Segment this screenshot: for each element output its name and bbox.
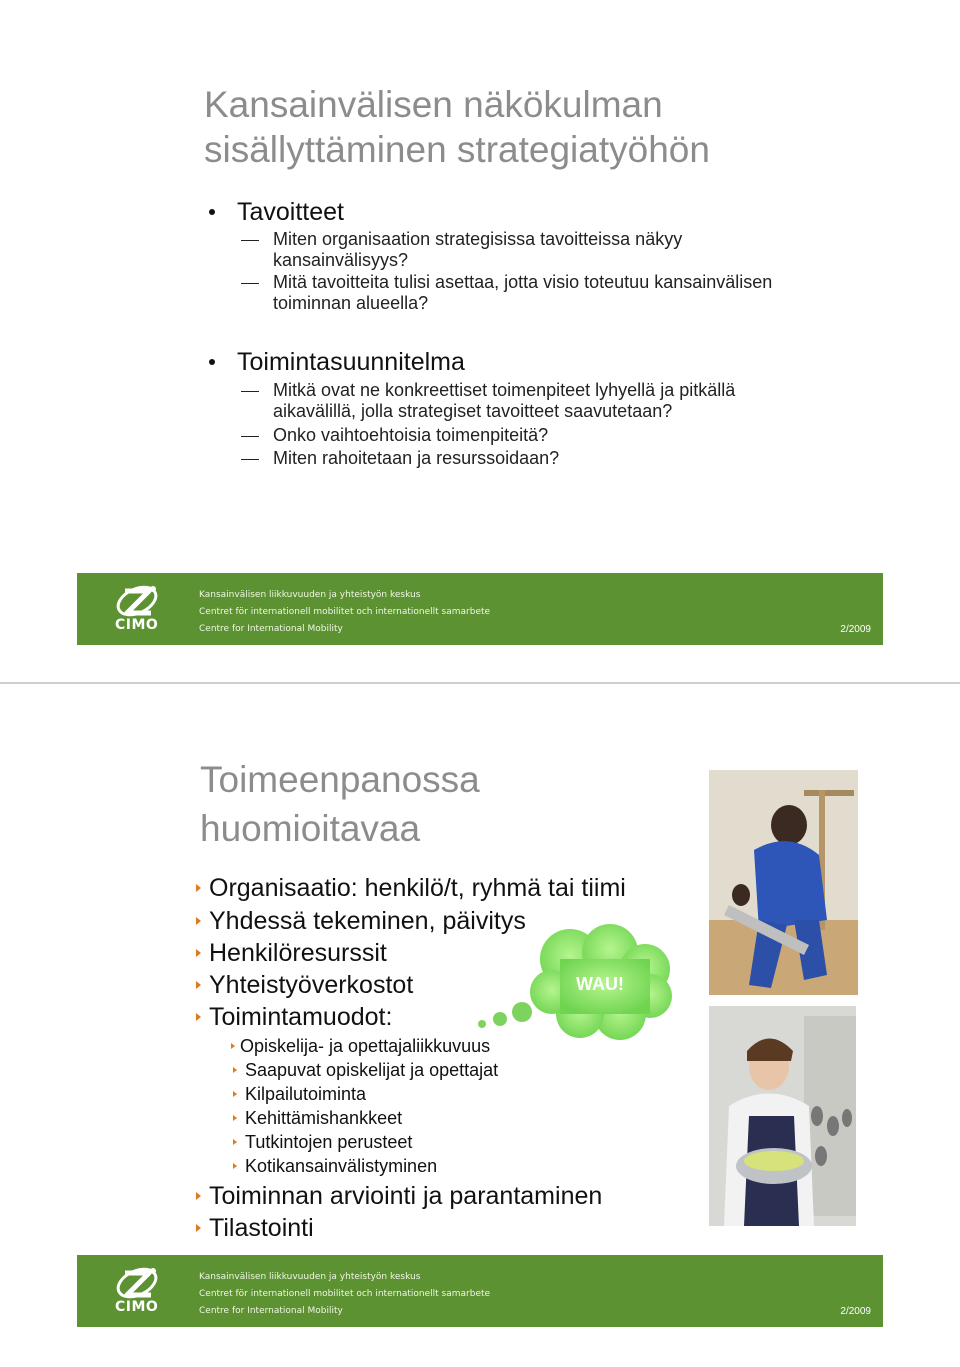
bullet-toimintasuunnitelma (237, 347, 465, 377)
bullet-dot-icon (209, 209, 215, 215)
sub-item-text: Mitkä ovat ne konkreettiset toimenpiteet lyhyellä ja pitkällä (273, 380, 736, 400)
bullet-triangle-icon (196, 917, 201, 925)
cimo-logo-text: CIMO (115, 1299, 159, 1315)
sub-item (273, 448, 559, 469)
footer-line: Centret för internationell mobilitet och internationellt samarbete (199, 607, 491, 617)
footer-line: Kansainvälisen liikkuvuuden ja yhteistyön keskus (199, 590, 421, 600)
bullet-triangle-icon (231, 1043, 235, 1049)
bullet-dot-icon (209, 359, 215, 365)
sub-list-item-text: Opiskelija- ja opettajaliikkuvuus (240, 1036, 491, 1056)
sub-item-text: Mitä tavoitteita tulisi asettaa, jotta visio toteutuu kansainvälisen (273, 272, 773, 292)
bullet-triangle-icon (196, 1192, 201, 1200)
list-item-text: Henkilöresurssit (209, 939, 387, 967)
slide-2-title (200, 756, 480, 854)
sub-list-item (245, 1083, 366, 1105)
slide-2 (0, 684, 960, 1367)
sub-list-item (245, 1107, 402, 1129)
bullet-triangle-icon (196, 981, 201, 989)
list-item-text: Toimintamuodot: (209, 1003, 393, 1031)
photo-cook-with-bowl (709, 1006, 856, 1226)
bullet-triangle-icon (233, 1115, 237, 1121)
list-item-text: Toiminnan arviointi ja parantaminen (209, 1182, 603, 1210)
bullet-triangle-icon (196, 949, 201, 957)
dash-icon (241, 391, 259, 392)
sub-list-item-text: Kilpailutoiminta (245, 1084, 367, 1104)
sub-item (273, 272, 772, 314)
list-item (209, 1213, 314, 1243)
dash-icon (241, 240, 259, 241)
sub-item-text: Onko vaihtoehtoisia toimenpiteitä? (273, 425, 549, 445)
footer-date: 2/2009 (840, 624, 871, 635)
slide-1-title-line-2: sisällyttäminen strategiatyöhön (204, 129, 710, 171)
slide-2-title-line-1: Toimeenpanossa (200, 759, 480, 800)
list-item (209, 938, 387, 968)
sub-list-item (240, 1035, 490, 1057)
list-item (209, 873, 626, 903)
cimo-footer (77, 573, 883, 645)
cook-photo-illustration (709, 1006, 856, 1226)
photo-worker-with-saw (709, 770, 858, 995)
sub-item-text: Miten organisaation strategisissa tavoitteissa näkyy (273, 229, 683, 249)
slide-1-title (204, 82, 710, 172)
sub-list-item-text: Kehittämishankkeet (245, 1108, 403, 1128)
list-item-text: Organisaatio: henkilö/t, ryhmä tai tiimi (209, 874, 626, 902)
bullet-label: Tavoitteet (237, 198, 345, 226)
slide-1 (0, 0, 960, 682)
cimo-logo-text: CIMO (115, 617, 159, 633)
sub-item (273, 380, 735, 422)
cimo-footer-lines (199, 1269, 490, 1320)
slide-1-title-line-1: Kansainvälisen näkökulman (204, 84, 663, 125)
dash-icon (241, 459, 259, 460)
list-item (209, 970, 413, 1000)
list-item-text: Tilastointi (209, 1214, 314, 1242)
footer-date: 2/2009 (840, 1306, 871, 1317)
sub-item-text: kansainvälisyys? (273, 250, 409, 270)
list-item (209, 1181, 602, 1211)
sub-item (273, 229, 682, 271)
bullet-triangle-icon (233, 1067, 237, 1073)
footer-line: Centret för internationell mobilitet och internationellt samarbete (199, 1289, 491, 1299)
list-item (209, 1002, 392, 1032)
sub-list-item-text: Kotikansainvälistyminen (245, 1156, 438, 1176)
sub-item-text: toiminnan alueella? (273, 293, 429, 313)
sub-item-text: Miten rahoitetaan ja resurssoidaan? (273, 448, 560, 468)
sub-list-item (245, 1131, 412, 1153)
cimo-footer (77, 1255, 883, 1327)
sub-item (273, 425, 548, 446)
cloud-text: WAU! (576, 974, 624, 994)
bullet-tavoitteet (237, 197, 344, 227)
sub-list-item (245, 1059, 498, 1081)
list-item-text: Yhteistyöverkostot (209, 971, 414, 999)
sub-list-item-text: Saapuvat opiskelijat ja opettajat (245, 1060, 499, 1080)
sub-list-item-text: Tutkintojen perusteet (245, 1132, 413, 1152)
bullet-triangle-icon (196, 1224, 201, 1232)
slide-2-title-line-2: huomioitavaa (200, 807, 421, 849)
bullet-triangle-icon (233, 1163, 237, 1169)
sub-list-item (245, 1155, 437, 1177)
footer-line: Centre for International Mobility (199, 1306, 343, 1316)
bullet-triangle-icon (196, 884, 201, 892)
bullet-label: Toimintasuunnitelma (237, 348, 465, 376)
cimo-footer-lines (199, 587, 490, 638)
footer-line: Kansainvälisen liikkuvuuden ja yhteistyön keskus (199, 1272, 421, 1282)
footer-line: Centre for International Mobility (199, 624, 343, 634)
bullet-triangle-icon (233, 1139, 237, 1145)
list-item-text: Yhdessä tekeminen, päivitys (209, 907, 526, 935)
dash-icon (241, 283, 259, 284)
bullet-triangle-icon (233, 1091, 237, 1097)
worker-photo-illustration (709, 770, 858, 995)
dash-icon (241, 436, 259, 437)
sub-item-text: aikavälillä, jolla strategiset tavoitteet saavutetaan? (273, 401, 673, 421)
bullet-triangle-icon (196, 1013, 201, 1021)
